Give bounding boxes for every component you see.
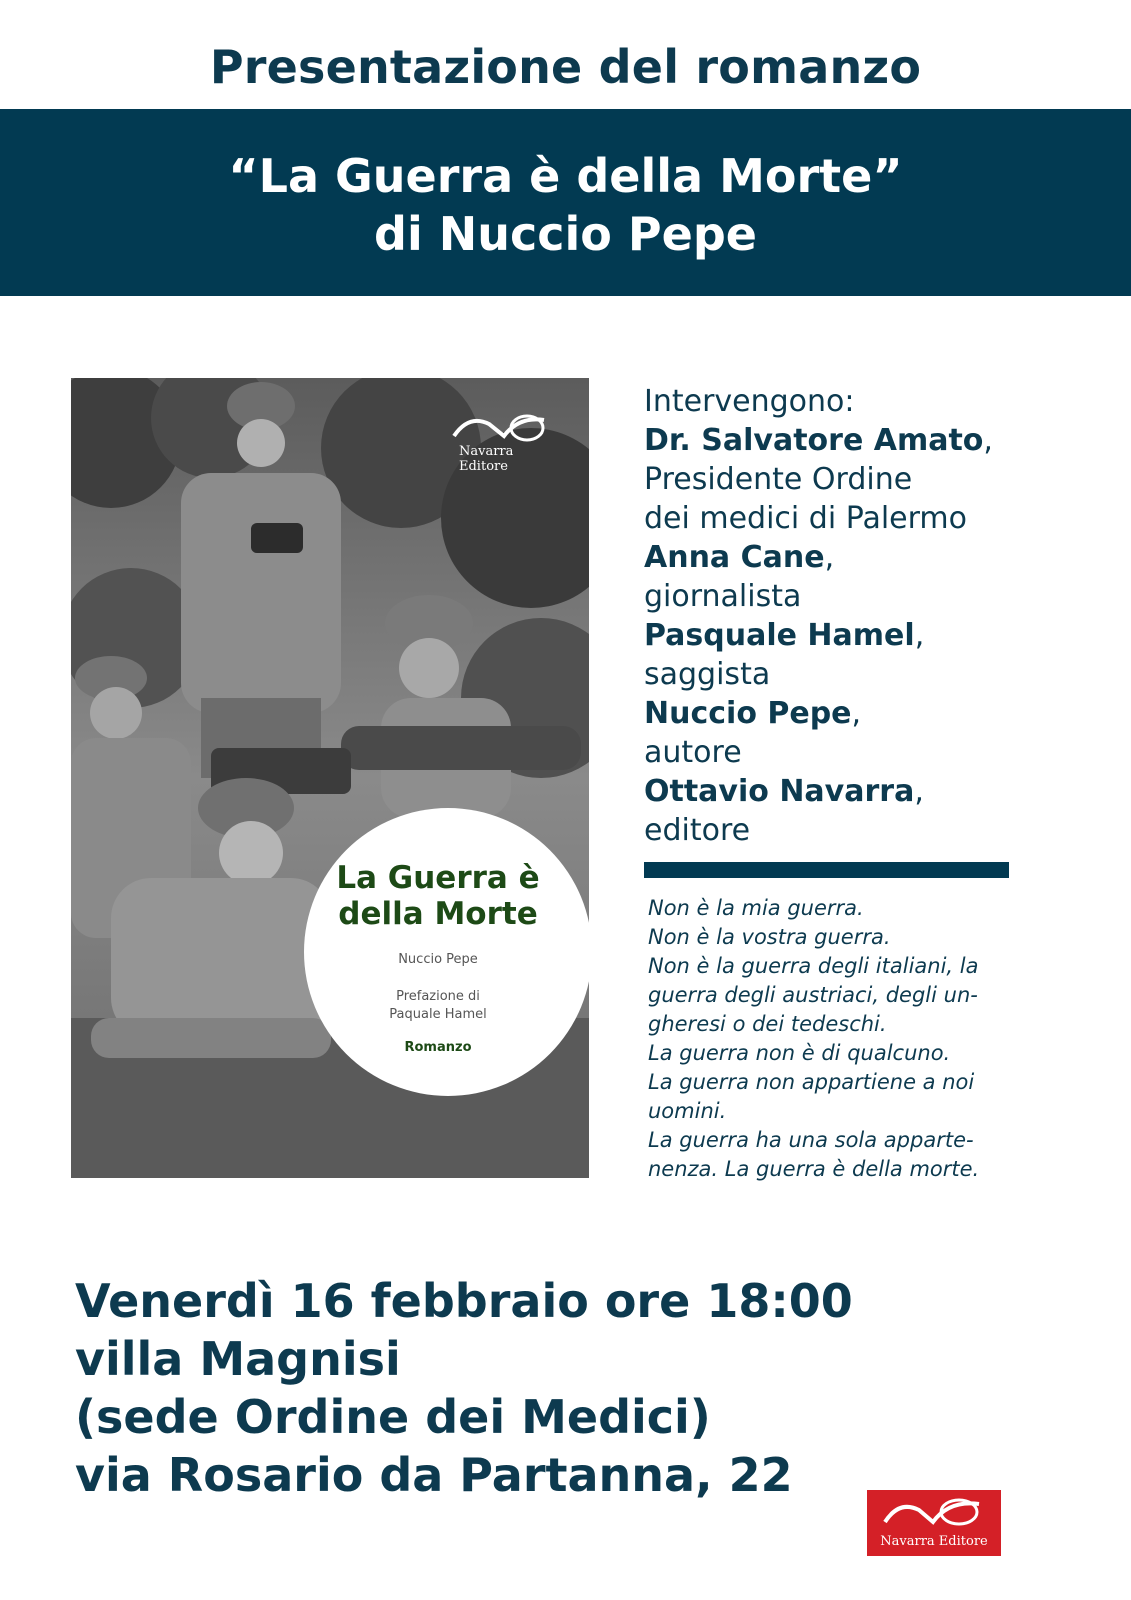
speaker-role: editore: [644, 813, 751, 848]
event-venue: villa Magnisi: [75, 1332, 401, 1386]
cover-publisher-logo: [449, 406, 559, 474]
book-quote: [648, 894, 1028, 1184]
book-cover-image: [71, 378, 589, 1178]
quote-line: uomini.: [648, 1099, 727, 1123]
speaker-name: Pasquale Hamel: [644, 618, 915, 653]
speaker-name: Nuccio Pepe: [644, 696, 852, 731]
publisher-logo: [867, 1490, 1001, 1556]
cover-title-circle: [304, 808, 589, 1096]
speaker-role: dei medici di Palermo: [644, 501, 968, 536]
quote-line: La guerra ha una sola apparte-: [648, 1128, 974, 1152]
cover-title-line: La Guerra è: [336, 860, 540, 896]
divider-rule: [644, 862, 1009, 878]
quote-line: Non è la vostra guerra.: [648, 925, 891, 949]
quote-line: Non è la mia guerra.: [648, 896, 864, 920]
cover-author: Nuccio Pepe: [398, 952, 478, 967]
quote-line: gheresi o dei tedeschi.: [648, 1012, 887, 1036]
book-author-line: di Nuccio Pepe: [374, 207, 757, 261]
event-details: [75, 1272, 925, 1504]
cover-preface-line: Prefazione di: [396, 989, 480, 1004]
publisher-mark-icon: [449, 406, 559, 446]
quote-line: La guerra non appartiene a noi: [648, 1070, 975, 1094]
event-venue-note: (sede Ordine dei Medici): [75, 1390, 711, 1444]
publisher-logo-text: Navarra Editore: [880, 1534, 988, 1549]
speakers-heading: Intervengono:: [644, 384, 855, 419]
speaker-role: autore: [644, 735, 742, 770]
title-banner: [0, 109, 1131, 296]
event-address: via Rosario da Partanna, 22: [75, 1448, 793, 1502]
page-title: Presentazione del romanzo: [209, 40, 922, 94]
cover-publisher-name: Navarra Editore: [459, 444, 514, 474]
speaker-name-line: Dr. Salvatore Amato,: [644, 423, 993, 458]
quote-line: La guerra non è di qualcuno.: [648, 1041, 951, 1065]
quote-line: nenza. La guerra è della morte.: [648, 1157, 980, 1181]
speaker-role: Presidente Ordine: [644, 462, 913, 497]
speaker-role: giornalista: [644, 579, 802, 614]
cover-preface: [304, 988, 572, 1024]
cover-preface-line: Paquale Hamel: [389, 1007, 487, 1022]
speaker-name-line: Nuccio Pepe,: [644, 696, 862, 731]
event-date-time: Venerdì 16 febbraio ore 18:00: [75, 1274, 853, 1328]
book-title: “La Guerra è della Morte”: [228, 149, 903, 203]
speakers-list: [644, 382, 1064, 850]
cover-genre: Romanzo: [404, 1040, 472, 1055]
speaker-role: saggista: [644, 657, 771, 692]
quote-line: guerra degli austriaci, degli un-: [648, 983, 978, 1007]
speaker-name-line: Ottavio Navarra,: [644, 774, 924, 809]
cover-book-title: [304, 860, 572, 932]
speaker-name-line: Anna Cane,: [644, 540, 835, 575]
speaker-name: Dr. Salvatore Amato: [644, 423, 984, 458]
cover-title-line: della Morte: [338, 896, 538, 932]
speaker-name: Ottavio Navarra: [644, 774, 915, 809]
speaker-name: Anna Cane: [644, 540, 825, 575]
publisher-logo-mark-icon: [867, 1490, 1001, 1534]
speaker-name-line: Pasquale Hamel,: [644, 618, 925, 653]
quote-line: Non è la guerra degli italiani, la: [648, 954, 979, 978]
